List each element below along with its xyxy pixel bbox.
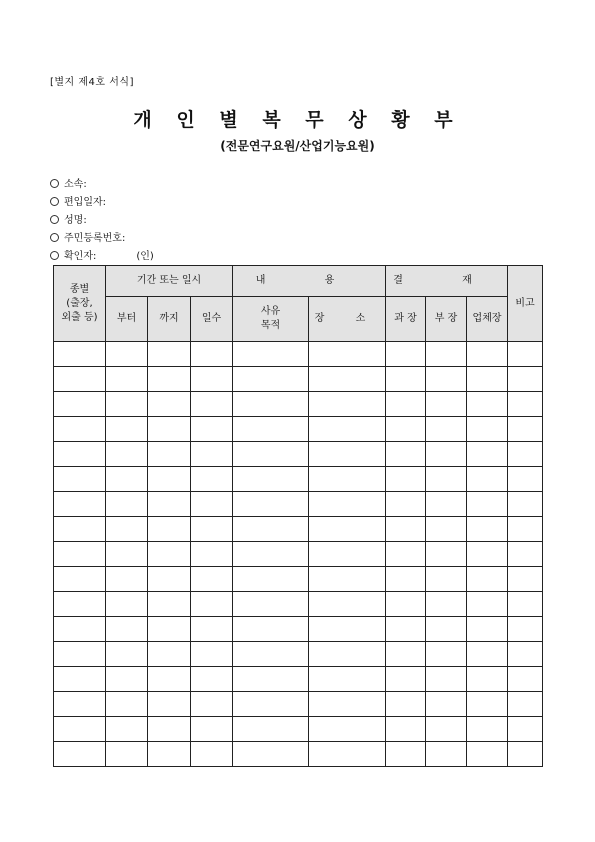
table-cell[interactable] [309,342,386,367]
table-cell[interactable] [508,592,543,617]
table-cell[interactable] [426,642,467,667]
table-cell[interactable] [309,517,386,542]
table-cell[interactable] [309,392,386,417]
table-cell[interactable] [467,542,508,567]
header-dept-head: 부 장 [426,297,467,342]
table-cell[interactable] [233,342,309,367]
table-cell[interactable] [148,717,191,742]
table-cell[interactable] [508,717,543,742]
table-cell[interactable] [191,392,233,417]
table-cell[interactable] [233,592,309,617]
circle-bullet-icon [50,197,59,206]
table-cell[interactable] [386,542,426,567]
table-cell[interactable] [191,442,233,467]
header-remarks: 비고 [508,266,543,342]
field-label: 주민등록번호: [64,233,126,244]
header-days: 일수 [191,297,233,342]
table-cell[interactable] [309,692,386,717]
table-cell[interactable] [54,642,106,667]
table-row [54,742,543,767]
field-label: 성명: [64,215,87,226]
table-row [54,667,543,692]
header-to: 까지 [148,297,191,342]
table-cell[interactable] [386,667,426,692]
table-cell[interactable] [191,617,233,642]
table-cell[interactable] [106,742,148,767]
table-cell[interactable] [106,342,148,367]
header-place: 장 소 [309,297,386,342]
table-cell[interactable] [426,417,467,442]
header-type: 종별 (출장, 외출 등) [54,266,106,342]
table-cell[interactable] [426,592,467,617]
table-cell[interactable] [309,642,386,667]
table-cell[interactable] [148,667,191,692]
table-cell[interactable] [508,692,543,717]
table-cell[interactable] [54,392,106,417]
table-row [54,592,543,617]
table-cell[interactable] [386,492,426,517]
table-cell[interactable] [106,717,148,742]
table-cell[interactable] [106,517,148,542]
table-cell[interactable] [309,667,386,692]
table-cell[interactable] [467,442,508,467]
table-cell[interactable] [386,692,426,717]
table-cell[interactable] [309,417,386,442]
circle-bullet-icon [50,233,59,242]
table-cell[interactable] [467,392,508,417]
table-cell[interactable] [426,367,467,392]
table-row [54,692,543,717]
table-row [54,467,543,492]
info-fields [50,176,154,266]
table-cell[interactable] [106,367,148,392]
table-cell[interactable] [148,542,191,567]
table-row [54,642,543,667]
table-cell[interactable] [54,742,106,767]
table-cell[interactable] [54,467,106,492]
table-cell[interactable] [106,592,148,617]
table-row [54,717,543,742]
table-cell[interactable] [54,367,106,392]
table-row [54,542,543,567]
table-cell[interactable] [386,392,426,417]
table-cell[interactable] [386,367,426,392]
header-content: 내 용 [233,266,386,297]
table-cell[interactable] [54,442,106,467]
table-cell[interactable] [426,492,467,517]
table-row [54,342,543,367]
table-cell[interactable] [467,467,508,492]
table-cell[interactable] [191,567,233,592]
table-cell[interactable] [191,417,233,442]
table-cell[interactable] [148,617,191,642]
table-cell[interactable] [467,367,508,392]
page-title: 개 인 별 복 무 상 황 부 [133,109,462,131]
table-cell[interactable] [233,692,309,717]
table-cell[interactable] [386,467,426,492]
table-row [54,367,543,392]
table-cell[interactable] [426,617,467,642]
table-cell[interactable] [386,592,426,617]
table-cell[interactable] [508,342,543,367]
table-cell[interactable] [54,342,106,367]
table-cell[interactable] [106,542,148,567]
table-row [54,392,543,417]
table-cell[interactable] [233,467,309,492]
table-cell[interactable] [106,617,148,642]
table-cell[interactable] [467,692,508,717]
table-cell[interactable] [148,417,191,442]
table-cell[interactable] [148,592,191,617]
table-cell[interactable] [148,392,191,417]
table-cell[interactable] [467,417,508,442]
table-cell[interactable] [467,717,508,742]
table-cell[interactable] [426,742,467,767]
table-cell[interactable] [309,442,386,467]
table-cell[interactable] [233,417,309,442]
table-cell[interactable] [54,717,106,742]
table-cell[interactable] [233,542,309,567]
table-cell[interactable] [386,342,426,367]
table-row [54,617,543,642]
table-cell[interactable] [508,567,543,592]
table-cell[interactable] [426,567,467,592]
header-section-chief: 과 장 [386,297,426,342]
table-cell[interactable] [191,692,233,717]
table-cell[interactable] [54,492,106,517]
table-cell[interactable] [508,542,543,567]
table-cell[interactable] [426,517,467,542]
table-cell[interactable] [191,492,233,517]
table-cell[interactable] [106,692,148,717]
table-cell[interactable] [467,342,508,367]
table-cell[interactable] [309,567,386,592]
table-cell[interactable] [386,417,426,442]
table-cell[interactable] [386,567,426,592]
table-cell[interactable] [508,367,543,392]
table-cell[interactable] [386,742,426,767]
table-cell[interactable] [508,667,543,692]
table-cell[interactable] [309,717,386,742]
table-cell[interactable] [106,567,148,592]
table-cell[interactable] [233,442,309,467]
table-cell[interactable] [467,592,508,617]
table-cell[interactable] [426,692,467,717]
table-cell[interactable] [191,467,233,492]
table-cell[interactable] [148,492,191,517]
seal-mark: (인) [136,251,154,262]
table-cell[interactable] [508,642,543,667]
table-cell[interactable] [467,667,508,692]
table-cell[interactable] [386,617,426,642]
table-cell[interactable] [191,542,233,567]
table-cell[interactable] [233,492,309,517]
table-row [54,417,543,442]
table-cell[interactable] [426,542,467,567]
table-cell[interactable] [233,667,309,692]
table-row [54,517,543,542]
field-affiliation[interactable] [50,176,154,194]
table-cell[interactable] [508,442,543,467]
table-cell[interactable] [508,417,543,442]
table-cell[interactable] [386,717,426,742]
table-cell[interactable] [467,492,508,517]
table-cell[interactable] [233,742,309,767]
header-approval: 결 재 [386,266,508,297]
circle-bullet-icon [50,251,59,260]
table-cell[interactable] [233,517,309,542]
table-cell[interactable] [386,517,426,542]
table-cell[interactable] [106,392,148,417]
table-cell[interactable] [309,492,386,517]
table-cell[interactable] [54,417,106,442]
field-label: 편입일자: [64,197,107,208]
header-company-head: 업체장 [467,297,508,342]
table-row [54,492,543,517]
table-cell[interactable] [508,742,543,767]
table-row [54,567,543,592]
table-cell[interactable] [148,517,191,542]
table-cell[interactable] [233,717,309,742]
table-cell[interactable] [309,367,386,392]
table-cell[interactable] [54,542,106,567]
table-cell[interactable] [148,442,191,467]
field-label: 소속: [64,179,87,190]
table-cell[interactable] [148,467,191,492]
table-cell[interactable] [309,592,386,617]
table-cell[interactable] [508,617,543,642]
table-cell[interactable] [233,642,309,667]
table-cell[interactable] [106,642,148,667]
circle-bullet-icon [50,215,59,224]
table-cell[interactable] [54,517,106,542]
table-cell[interactable] [106,467,148,492]
table-cell[interactable] [54,567,106,592]
table-cell[interactable] [191,742,233,767]
table-cell[interactable] [508,492,543,517]
table-cell[interactable] [54,667,106,692]
table-cell[interactable] [309,542,386,567]
table-cell[interactable] [309,617,386,642]
header-from: 부터 [106,297,148,342]
table-cell[interactable] [467,617,508,642]
table-cell[interactable] [467,742,508,767]
table-cell[interactable] [309,467,386,492]
table-cell[interactable] [426,467,467,492]
page-subtitle: (전문연구요원/산업기능요원) [220,139,375,153]
table-cell[interactable] [106,417,148,442]
table-cell[interactable] [508,467,543,492]
table-cell[interactable] [233,392,309,417]
table-cell[interactable] [467,567,508,592]
table-row [54,442,543,467]
table-cell[interactable] [508,517,543,542]
table-cell[interactable] [309,742,386,767]
table-cell[interactable] [426,342,467,367]
table-cell[interactable] [191,717,233,742]
table-cell[interactable] [106,442,148,467]
table-cell[interactable] [467,517,508,542]
table-cell[interactable] [426,392,467,417]
table-cell[interactable] [191,517,233,542]
table-cell[interactable] [386,642,426,667]
field-label: 확인자: [64,251,97,262]
circle-bullet-icon [50,179,59,188]
field-verifier[interactable] [50,248,154,266]
table-cell[interactable] [467,642,508,667]
table-body [54,342,543,767]
table-cell[interactable] [426,442,467,467]
table-cell[interactable] [148,742,191,767]
table-cell[interactable] [233,617,309,642]
header-period: 기간 또는 일시 [106,266,233,297]
table-cell[interactable] [191,367,233,392]
table-cell[interactable] [386,442,426,467]
field-enlistment-date[interactable] [50,194,154,212]
field-resident-number[interactable] [50,230,154,248]
table-cell[interactable] [148,692,191,717]
table-cell[interactable] [233,367,309,392]
table-cell[interactable] [148,342,191,367]
table-cell[interactable] [106,492,148,517]
table-cell[interactable] [191,342,233,367]
table-cell[interactable] [508,392,543,417]
table-cell[interactable] [106,667,148,692]
table-cell[interactable] [54,692,106,717]
table-cell[interactable] [191,642,233,667]
table-cell[interactable] [426,667,467,692]
form-number: [별지 제4호 서식] [50,77,134,88]
table-cell[interactable] [191,667,233,692]
field-name[interactable] [50,212,154,230]
table-cell[interactable] [148,367,191,392]
service-record-table [53,265,543,767]
table-cell[interactable] [426,717,467,742]
table-cell[interactable] [191,592,233,617]
table-cell[interactable] [233,567,309,592]
table-cell[interactable] [54,592,106,617]
table-cell[interactable] [148,642,191,667]
header-purpose: 사유 목적 [233,297,309,342]
table-cell[interactable] [54,617,106,642]
table-cell[interactable] [148,567,191,592]
